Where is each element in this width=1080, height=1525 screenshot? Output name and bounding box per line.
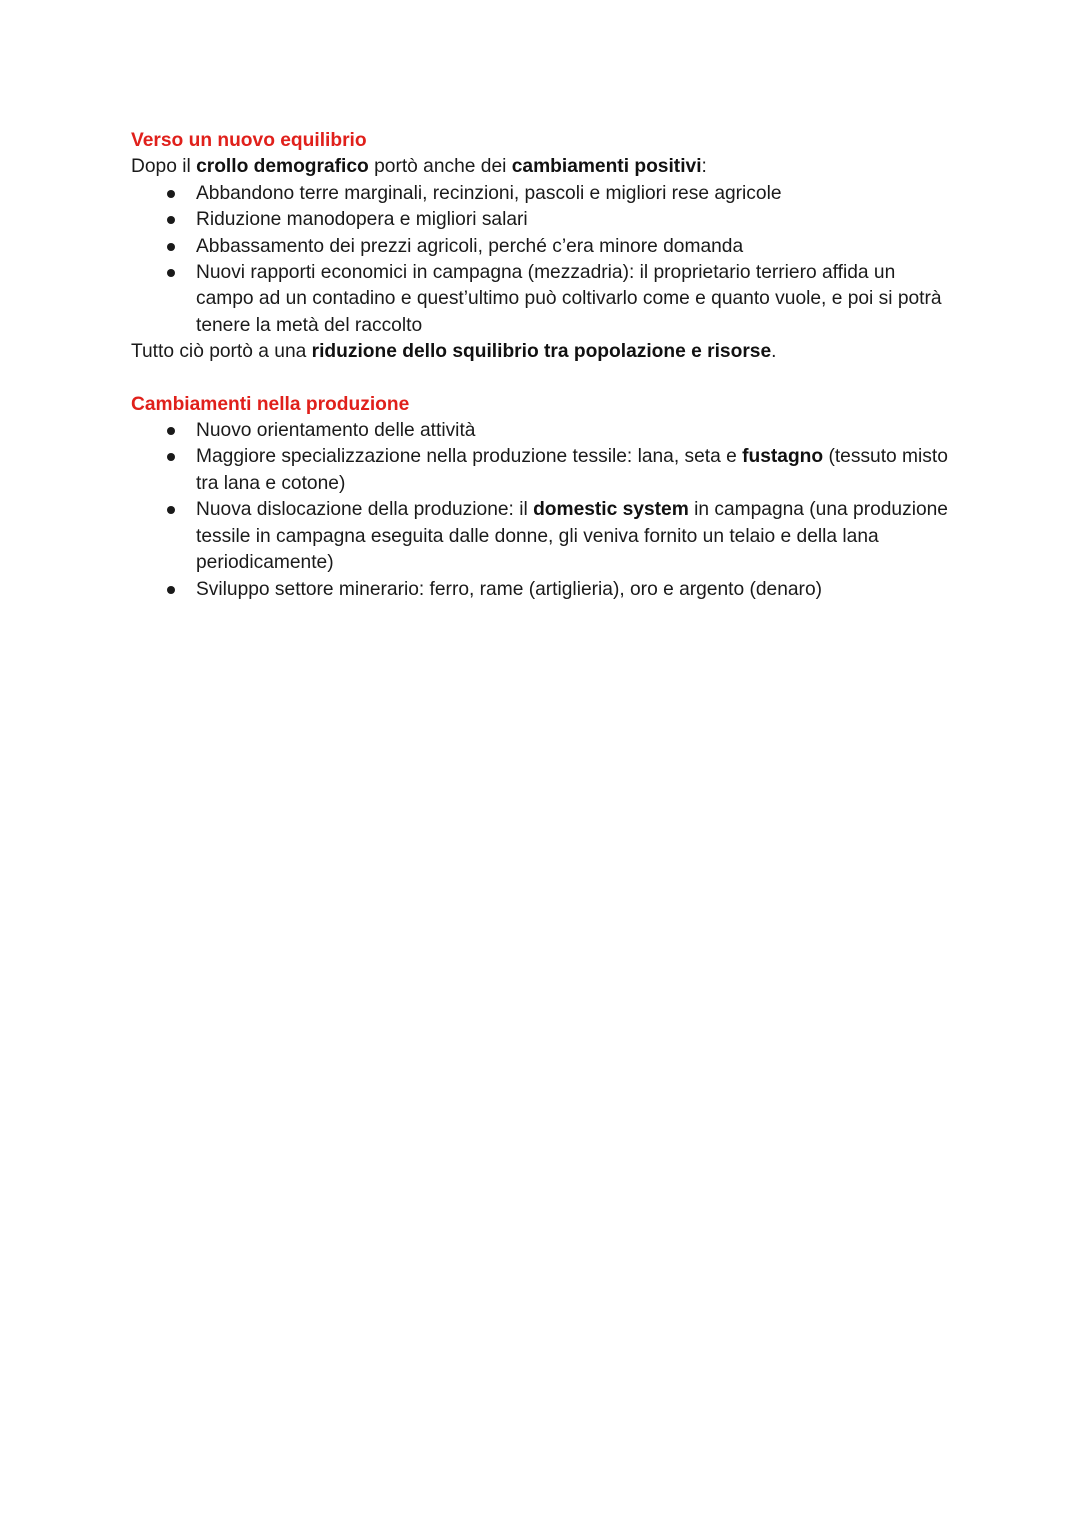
list-item: [196, 260, 951, 339]
bullet-icon: [167, 243, 175, 251]
intro-bold-cambiamenti: cambiamenti positivi: [511, 156, 702, 178]
list-item: [196, 497, 951, 576]
list-item-bold: fustagno: [742, 446, 824, 468]
list-item-bold: domestic system: [533, 499, 689, 521]
list-item: [196, 207, 951, 233]
list-item-text: Riduzione manodopera e migliori salari: [196, 209, 528, 231]
intro-text: portò anche dei: [368, 156, 512, 178]
list-item-text: Sviluppo settore minerario: ferro, rame (artiglieria), oro e argento (denaro): [196, 578, 823, 600]
list-item-text: Maggiore specializzazione nella produzione tessile: lana, seta e: [196, 446, 743, 468]
list-item-text: Abbandono terre marginali, recinzioni, pascoli e migliori rese agricole: [196, 182, 782, 204]
document-page: [131, 128, 951, 603]
list-item: [196, 418, 951, 444]
list-item-text: Nuova dislocazione della produzione: il: [196, 499, 534, 521]
section-heading-produzione: Cambiamenti nella produzione: [131, 393, 410, 415]
intro-paragraph: [131, 154, 951, 180]
list-item: [196, 577, 951, 603]
bullet-icon: [167, 190, 175, 198]
bullet-list-equilibrio: [131, 181, 951, 339]
list-item: [196, 181, 951, 207]
bullet-icon: [167, 216, 175, 224]
section-heading-equilibrio: Verso un nuovo equilibrio: [131, 130, 367, 151]
bullet-icon: [167, 269, 175, 277]
spacer: [131, 366, 951, 392]
bullet-icon: [167, 427, 175, 435]
list-item: [196, 444, 951, 497]
list-item-text: in campagna (una produzione tessile in campagna eseguita dalle donne, gli veniva fornito un telaio e della lana periodicamente): [196, 499, 948, 574]
intro-text: :: [701, 156, 707, 178]
list-item-text: Nuovi rapporti economici in campagna (mezzadria): il proprietario terriero affida un campo ad un contadino e quest’ultimo può coltivarlo come e quanto vuole, e poi si potrà tenere la metà del raccolto: [196, 262, 942, 336]
conclusion-text: Tutto ciò portò a una: [131, 341, 312, 363]
intro-text: Dopo il: [131, 156, 197, 178]
list-item-text: Abbassamento dei prezzi agricoli, perché c’era minore domanda: [196, 235, 744, 257]
list-item: [196, 234, 951, 260]
list-item-text: Nuovo orientamento delle attività: [196, 420, 476, 442]
list-item-text: (tessuto misto tra lana e cotone): [196, 446, 948, 494]
conclusion-paragraph: [131, 339, 951, 365]
bullet-icon: [167, 453, 175, 461]
bullet-icon: [167, 506, 175, 514]
conclusion-bold: riduzione dello squilibrio tra popolazione e risorse: [311, 341, 772, 363]
conclusion-text: .: [771, 341, 777, 363]
bullet-icon: [167, 586, 175, 594]
intro-bold-crollo: crollo demografico: [196, 156, 369, 178]
bullet-list-produzione: [131, 418, 951, 603]
